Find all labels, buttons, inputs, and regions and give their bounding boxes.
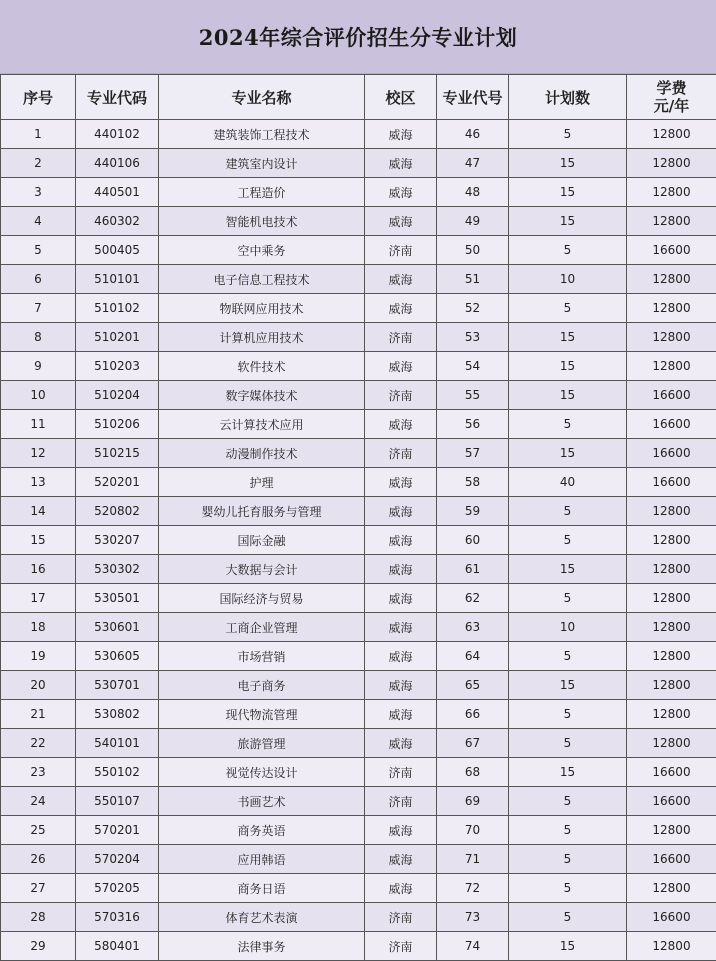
cell-fee: 12800	[627, 874, 716, 903]
cell-major-code: 440501	[76, 178, 159, 207]
cell-fee: 12800	[627, 294, 716, 323]
cell-fee: 12800	[627, 816, 716, 845]
table-row	[1, 294, 716, 323]
header-fee-line2: 元/年	[654, 97, 689, 115]
cell-campus: 威海	[365, 265, 437, 294]
cell-campus: 威海	[365, 874, 437, 903]
cell-plan: 5	[509, 700, 627, 729]
cell-major-name: 空中乘务	[159, 236, 365, 265]
cell-plan: 40	[509, 468, 627, 497]
cell-major-id: 58	[437, 468, 509, 497]
cell-major-id: 68	[437, 758, 509, 787]
cell-plan: 15	[509, 758, 627, 787]
cell-campus: 济南	[365, 323, 437, 352]
cell-fee: 16600	[627, 845, 716, 874]
cell-major-id: 49	[437, 207, 509, 236]
cell-seq: 24	[1, 787, 76, 816]
cell-fee: 16600	[627, 903, 716, 932]
table-row	[1, 497, 716, 526]
cell-major-id: 59	[437, 497, 509, 526]
cell-campus: 济南	[365, 787, 437, 816]
header-fee-line1: 学费	[656, 79, 686, 97]
cell-major-name: 应用韩语	[159, 845, 365, 874]
cell-major-code: 530207	[76, 526, 159, 555]
header-major-name: 专业名称	[159, 75, 365, 120]
cell-plan: 15	[509, 671, 627, 700]
cell-major-id: 51	[437, 265, 509, 294]
table-row	[1, 236, 716, 265]
header-campus: 校区	[365, 75, 437, 120]
cell-campus: 威海	[365, 352, 437, 381]
cell-plan: 15	[509, 149, 627, 178]
table-row	[1, 555, 716, 584]
cell-seq: 2	[1, 149, 76, 178]
cell-fee: 16600	[627, 381, 716, 410]
cell-major-code: 520201	[76, 468, 159, 497]
cell-major-name: 电子信息工程技术	[159, 265, 365, 294]
table-row	[1, 729, 716, 758]
cell-major-name: 视觉传达设计	[159, 758, 365, 787]
cell-plan: 15	[509, 207, 627, 236]
cell-plan: 5	[509, 236, 627, 265]
cell-seq: 4	[1, 207, 76, 236]
cell-seq: 3	[1, 178, 76, 207]
cell-fee: 12800	[627, 642, 716, 671]
cell-major-code: 510203	[76, 352, 159, 381]
cell-fee: 12800	[627, 323, 716, 352]
cell-seq: 7	[1, 294, 76, 323]
cell-campus: 威海	[365, 642, 437, 671]
cell-major-code: 570201	[76, 816, 159, 845]
cell-fee: 12800	[627, 555, 716, 584]
cell-campus: 威海	[365, 584, 437, 613]
header-major-code: 专业代码	[76, 75, 159, 120]
cell-major-code: 510101	[76, 265, 159, 294]
cell-seq: 10	[1, 381, 76, 410]
table-row	[1, 787, 716, 816]
cell-fee: 16600	[627, 439, 716, 468]
cell-major-name: 法律事务	[159, 932, 365, 961]
cell-major-code: 510215	[76, 439, 159, 468]
cell-fee: 12800	[627, 149, 716, 178]
cell-major-name: 护理	[159, 468, 365, 497]
cell-fee: 12800	[627, 265, 716, 294]
cell-campus: 威海	[365, 555, 437, 584]
cell-plan: 15	[509, 381, 627, 410]
cell-campus: 威海	[365, 178, 437, 207]
cell-fee: 16600	[627, 787, 716, 816]
cell-plan: 5	[509, 584, 627, 613]
cell-plan: 5	[509, 497, 627, 526]
cell-major-name: 建筑室内设计	[159, 149, 365, 178]
cell-major-name: 体育艺术表演	[159, 903, 365, 932]
cell-major-code: 540101	[76, 729, 159, 758]
cell-seq: 29	[1, 932, 76, 961]
cell-plan: 15	[509, 555, 627, 584]
cell-seq: 19	[1, 642, 76, 671]
cell-campus: 济南	[365, 932, 437, 961]
cell-seq: 9	[1, 352, 76, 381]
cell-major-code: 530802	[76, 700, 159, 729]
cell-major-id: 62	[437, 584, 509, 613]
cell-major-id: 69	[437, 787, 509, 816]
cell-campus: 威海	[365, 468, 437, 497]
table-row	[1, 410, 716, 439]
cell-fee: 16600	[627, 410, 716, 439]
cell-plan: 15	[509, 439, 627, 468]
cell-major-name: 现代物流管理	[159, 700, 365, 729]
cell-seq: 6	[1, 265, 76, 294]
cell-major-code: 530605	[76, 642, 159, 671]
cell-campus: 威海	[365, 207, 437, 236]
cell-plan: 5	[509, 729, 627, 758]
cell-major-name: 计算机应用技术	[159, 323, 365, 352]
cell-major-code: 570205	[76, 874, 159, 903]
cell-major-id: 74	[437, 932, 509, 961]
cell-plan: 15	[509, 178, 627, 207]
table-row	[1, 265, 716, 294]
title-bar	[0, 0, 716, 74]
cell-campus: 威海	[365, 816, 437, 845]
table-row	[1, 207, 716, 236]
table-row	[1, 178, 716, 207]
cell-seq: 21	[1, 700, 76, 729]
cell-major-id: 53	[437, 323, 509, 352]
table-row	[1, 352, 716, 381]
cell-campus: 威海	[365, 700, 437, 729]
table-row	[1, 149, 716, 178]
cell-major-code: 530701	[76, 671, 159, 700]
cell-major-id: 55	[437, 381, 509, 410]
enrollment-plan-table	[0, 74, 716, 961]
table-row	[1, 323, 716, 352]
cell-fee: 12800	[627, 526, 716, 555]
cell-plan: 5	[509, 816, 627, 845]
cell-fee: 12800	[627, 729, 716, 758]
cell-major-name: 数字媒体技术	[159, 381, 365, 410]
header-fee	[627, 75, 716, 120]
cell-campus: 威海	[365, 671, 437, 700]
cell-plan: 5	[509, 903, 627, 932]
cell-seq: 12	[1, 439, 76, 468]
cell-major-id: 54	[437, 352, 509, 381]
cell-major-code: 460302	[76, 207, 159, 236]
cell-major-code: 440106	[76, 149, 159, 178]
cell-fee: 12800	[627, 497, 716, 526]
cell-major-name: 大数据与会计	[159, 555, 365, 584]
cell-plan: 5	[509, 845, 627, 874]
table-header	[1, 75, 716, 120]
cell-major-code: 510204	[76, 381, 159, 410]
cell-major-name: 旅游管理	[159, 729, 365, 758]
cell-campus: 济南	[365, 381, 437, 410]
cell-major-code: 550102	[76, 758, 159, 787]
table-row	[1, 642, 716, 671]
cell-major-id: 67	[437, 729, 509, 758]
cell-major-code: 520802	[76, 497, 159, 526]
cell-seq: 27	[1, 874, 76, 903]
cell-major-id: 57	[437, 439, 509, 468]
table-row	[1, 381, 716, 410]
cell-major-code: 510206	[76, 410, 159, 439]
cell-major-code: 570316	[76, 903, 159, 932]
cell-campus: 威海	[365, 845, 437, 874]
cell-seq: 8	[1, 323, 76, 352]
header-plan: 计划数	[509, 75, 627, 120]
page-title: 2024年综合评价招生分专业计划	[199, 22, 517, 52]
cell-major-id: 50	[437, 236, 509, 265]
cell-seq: 14	[1, 497, 76, 526]
header-row	[1, 75, 716, 120]
cell-seq: 11	[1, 410, 76, 439]
table-row	[1, 700, 716, 729]
cell-seq: 1	[1, 120, 76, 149]
cell-major-name: 工程造价	[159, 178, 365, 207]
cell-campus: 威海	[365, 497, 437, 526]
cell-major-name: 建筑装饰工程技术	[159, 120, 365, 149]
cell-major-id: 73	[437, 903, 509, 932]
cell-seq: 18	[1, 613, 76, 642]
cell-major-name: 动漫制作技术	[159, 439, 365, 468]
table-row	[1, 468, 716, 497]
table-body	[1, 120, 716, 961]
cell-major-code: 440102	[76, 120, 159, 149]
cell-campus: 济南	[365, 903, 437, 932]
table-row	[1, 526, 716, 555]
cell-major-code: 510102	[76, 294, 159, 323]
cell-seq: 23	[1, 758, 76, 787]
cell-major-id: 64	[437, 642, 509, 671]
cell-major-id: 63	[437, 613, 509, 642]
table-row	[1, 584, 716, 613]
cell-major-name: 国际经济与贸易	[159, 584, 365, 613]
cell-plan: 15	[509, 352, 627, 381]
cell-fee: 12800	[627, 932, 716, 961]
cell-fee: 12800	[627, 120, 716, 149]
cell-major-code: 510201	[76, 323, 159, 352]
cell-fee: 16600	[627, 758, 716, 787]
cell-major-name: 商务英语	[159, 816, 365, 845]
cell-campus: 济南	[365, 758, 437, 787]
cell-campus: 威海	[365, 120, 437, 149]
cell-fee: 12800	[627, 178, 716, 207]
cell-fee: 16600	[627, 236, 716, 265]
cell-major-name: 书画艺术	[159, 787, 365, 816]
cell-major-name: 云计算技术应用	[159, 410, 365, 439]
cell-plan: 5	[509, 526, 627, 555]
cell-fee: 12800	[627, 613, 716, 642]
cell-major-id: 71	[437, 845, 509, 874]
header-seq: 序号	[1, 75, 76, 120]
cell-major-code: 530501	[76, 584, 159, 613]
cell-plan: 5	[509, 410, 627, 439]
cell-seq: 20	[1, 671, 76, 700]
cell-major-code: 550107	[76, 787, 159, 816]
cell-campus: 威海	[365, 729, 437, 758]
cell-fee: 12800	[627, 671, 716, 700]
cell-major-name: 市场营销	[159, 642, 365, 671]
table-row	[1, 874, 716, 903]
cell-major-id: 48	[437, 178, 509, 207]
cell-seq: 25	[1, 816, 76, 845]
cell-plan: 10	[509, 613, 627, 642]
cell-plan: 10	[509, 265, 627, 294]
cell-plan: 5	[509, 120, 627, 149]
header-major-id: 专业代号	[437, 75, 509, 120]
table-row	[1, 671, 716, 700]
table-row	[1, 613, 716, 642]
cell-plan: 15	[509, 932, 627, 961]
cell-major-name: 智能机电技术	[159, 207, 365, 236]
cell-fee: 12800	[627, 584, 716, 613]
cell-seq: 16	[1, 555, 76, 584]
cell-major-code: 570204	[76, 845, 159, 874]
cell-plan: 5	[509, 787, 627, 816]
cell-major-id: 46	[437, 120, 509, 149]
cell-campus: 威海	[365, 294, 437, 323]
cell-plan: 5	[509, 642, 627, 671]
cell-major-name: 商务日语	[159, 874, 365, 903]
cell-fee: 12800	[627, 700, 716, 729]
cell-major-id: 56	[437, 410, 509, 439]
table-row	[1, 758, 716, 787]
cell-seq: 28	[1, 903, 76, 932]
cell-seq: 13	[1, 468, 76, 497]
cell-fee: 12800	[627, 207, 716, 236]
cell-plan: 5	[509, 294, 627, 323]
cell-seq: 17	[1, 584, 76, 613]
cell-major-name: 工商企业管理	[159, 613, 365, 642]
cell-major-code: 530302	[76, 555, 159, 584]
cell-major-id: 70	[437, 816, 509, 845]
cell-major-id: 60	[437, 526, 509, 555]
cell-major-name: 婴幼儿托育服务与管理	[159, 497, 365, 526]
cell-campus: 威海	[365, 613, 437, 642]
cell-major-id: 72	[437, 874, 509, 903]
cell-major-code: 580401	[76, 932, 159, 961]
cell-seq: 26	[1, 845, 76, 874]
table-row	[1, 439, 716, 468]
cell-major-name: 国际金融	[159, 526, 365, 555]
cell-major-id: 65	[437, 671, 509, 700]
cell-campus: 济南	[365, 236, 437, 265]
cell-major-id: 61	[437, 555, 509, 584]
cell-major-name: 电子商务	[159, 671, 365, 700]
cell-major-id: 52	[437, 294, 509, 323]
cell-seq: 15	[1, 526, 76, 555]
cell-campus: 威海	[365, 149, 437, 178]
table-row	[1, 120, 716, 149]
table-row	[1, 845, 716, 874]
cell-campus: 威海	[365, 410, 437, 439]
table-row	[1, 816, 716, 845]
cell-fee: 12800	[627, 352, 716, 381]
cell-campus: 济南	[365, 439, 437, 468]
cell-campus: 威海	[365, 526, 437, 555]
table-row	[1, 932, 716, 961]
cell-major-code: 530601	[76, 613, 159, 642]
cell-seq: 22	[1, 729, 76, 758]
cell-major-id: 47	[437, 149, 509, 178]
cell-major-id: 66	[437, 700, 509, 729]
cell-major-name: 物联网应用技术	[159, 294, 365, 323]
cell-plan: 5	[509, 874, 627, 903]
cell-plan: 15	[509, 323, 627, 352]
cell-major-name: 软件技术	[159, 352, 365, 381]
cell-major-code: 500405	[76, 236, 159, 265]
table-row	[1, 903, 716, 932]
cell-fee: 16600	[627, 468, 716, 497]
cell-seq: 5	[1, 236, 76, 265]
